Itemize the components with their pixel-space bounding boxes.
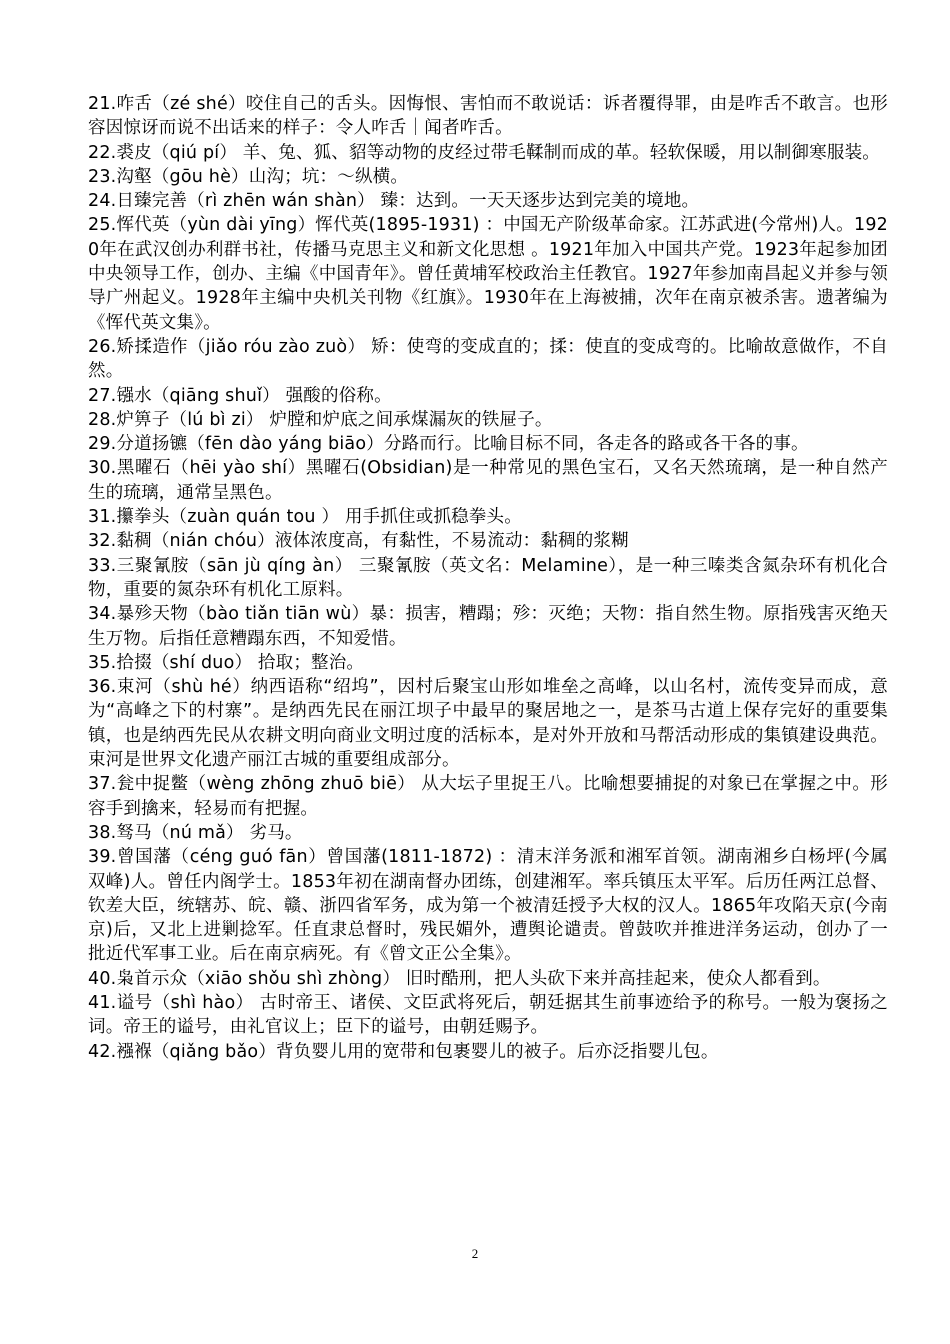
- page-number: 2: [471, 1246, 479, 1261]
- vocabulary-entry-30: 30.黑曜石（hēi yào shí）黑曜石(Obsidian)是一种常见的黑色宝石，又名天然琉璃，是一种自然产生的琉璃，通常呈黑色。: [88, 458, 888, 503]
- vocabulary-entry-35: 35.拾掇（shí duo） 拾取；整治。: [88, 652, 365, 673]
- vocabulary-entry-31: 31.攥拳头（zuàn quán tou ） 用手抓住或抓稳拳头。: [88, 507, 522, 528]
- vocabulary-entry-23: 23.沟壑（gōu hè）山沟；坑：～纵横。: [88, 166, 409, 187]
- vocabulary-entry-38: 38.驽马（nú mǎ） 劣马。: [88, 822, 303, 843]
- vocabulary-entry-42: 42.襁褓（qiǎng bǎo）背负婴儿用的宽带和包裹婴儿的被子。后亦泛指婴儿包。: [88, 1041, 719, 1062]
- vocabulary-entry-22: 22.裘皮（qiú pí） 羊、兔、狐、貂等动物的皮经过带毛鞣制而成的革。轻软保暖，用以制御寒服装。: [88, 142, 880, 163]
- vocabulary-entry-24: 24.日臻完善（rì zhēn wán shàn） 臻：达到。一天天逐步达到完美的境地。: [88, 191, 700, 212]
- vocabulary-entry-33: 33.三聚氰胺（sān jù qíng àn） 三聚氰胺（英文名：Melamine），是一种三嗪类含氮杂环有机化合物，重要的氮杂环有机化工原料。: [88, 555, 888, 600]
- vocabulary-entry-36: 36.束河（shù hé）纳西语称“绍坞”，因村后聚宝山形如堆垒之高峰，以山名村，流传变异而成，意为“高峰之下的村寨”。是纳西先民在丽江坝子中最早的聚居地之一，是茶马古道上保存完好的重要集镇，也是纳西先民从农耕文明向商业文明过度的活标本，是对外开放和马帮活动形成的集镇建设典范。束河是世界文化遗产丽江古城的重要组成部分。: [88, 677, 888, 771]
- vocabulary-entry-37: 37.瓮中捉鳖（wèng zhōng zhuō biē） 从大坛子里捉王八。比喻想要捕捉的对象已在掌握之中。形容手到擒来，轻易而有把握。: [88, 774, 888, 819]
- vocabulary-entry-41: 41.谥号（shì hào） 古时帝王、诸侯、文臣武将死后，朝廷据其生前事迹给予的称号。一般为褒扬之词。帝王的谥号，由礼官议上；臣下的谥号，由朝廷赐予。: [88, 992, 888, 1038]
- vocabulary-entry-39: 39.曾国藩（céng guó fān）曾国藩(1811-1872) ：清末洋务派和湘军首领。湖南湘乡白杨坪(今属双峰)人。曾任内阁学士。1853年初在湖南督办团练，创建湘军。率兵镇压太平军。后历任两江总督、钦差大臣，统辖苏、皖、赣、浙四省军务，成为第一个被清廷授予大权的汉人。1865年攻陷天京(今南京)后，又北上进剿捻军。任直隶总督时，残民媚外，遭舆论谴责。曾鼓吹并推进洋务运动，创办了一批近代军事工业。后在南京病死。有《曾文正公全集》。: [88, 847, 888, 965]
- vocabulary-entry-27: 27.镪水（qiāng shuǐ） 强酸的俗称。: [88, 385, 392, 406]
- document-body: [88, 92, 888, 1064]
- vocabulary-entry-34: 34.暴殄天物（bào tiǎn tiān wù）暴：损害，糟蹋；殄：灭绝；天物：指自然生物。原指残害灭绝天生万物。后指任意糟蹋东西，不知爱惜。: [88, 604, 888, 649]
- vocabulary-entry-40: 40.枭首示众（xiāo shǒu shì zhòng） 旧时酷刑，把人头砍下来并高挂起来，使众人都看到。: [88, 968, 831, 989]
- vocabulary-entry-26: 26.矫揉造作（jiǎo róu zào zuò） 矫：使弯的变成直的；揉：使直的变成弯的。比喻故意做作，不自然。: [88, 336, 888, 382]
- vocabulary-entry-21: 21.咋舌（zé shé）咬住自己的舌头。因悔恨、害怕而不敢说话：诉者覆得罪，由是咋舌不敢言。也形容因惊讶而说不出话来的样子：令人咋舌｜闻者咋舌。: [88, 94, 888, 139]
- vocabulary-entry-25: 25.恽代英（yùn dài yīng）恽代英(1895-1931) ：中国无产阶级革命家。江苏武进(今常州)人。1920年在武汉创办利群书社，传播马克思主义和新文化思想 。1921年加入中国共产党。1923年起参加团中央领导工作，创办、主编《中国青年》。曾任黄埔军校政治主任教官。1927年参加南昌起义并参与领导广州起义。1928年主编中央机关刊物《红旗》。1930年在上海被捕，次年在南京被杀害。遗著编为《恽代英文集》。: [88, 215, 888, 333]
- vocabulary-entry-29: 29.分道扬镳（fēn dào yáng biāo）分路而行。比喻目标不同，各走各的路或各干各的事。: [88, 434, 809, 455]
- vocabulary-entry-28: 28.炉箅子（lú bì zi） 炉膛和炉底之间承煤漏灰的铁屉子。: [88, 409, 553, 430]
- vocabulary-entry-32: 32.黏稠（nián chóu）液体浓度高，有黏性，不易流动：黏稠的浆糊: [88, 531, 629, 552]
